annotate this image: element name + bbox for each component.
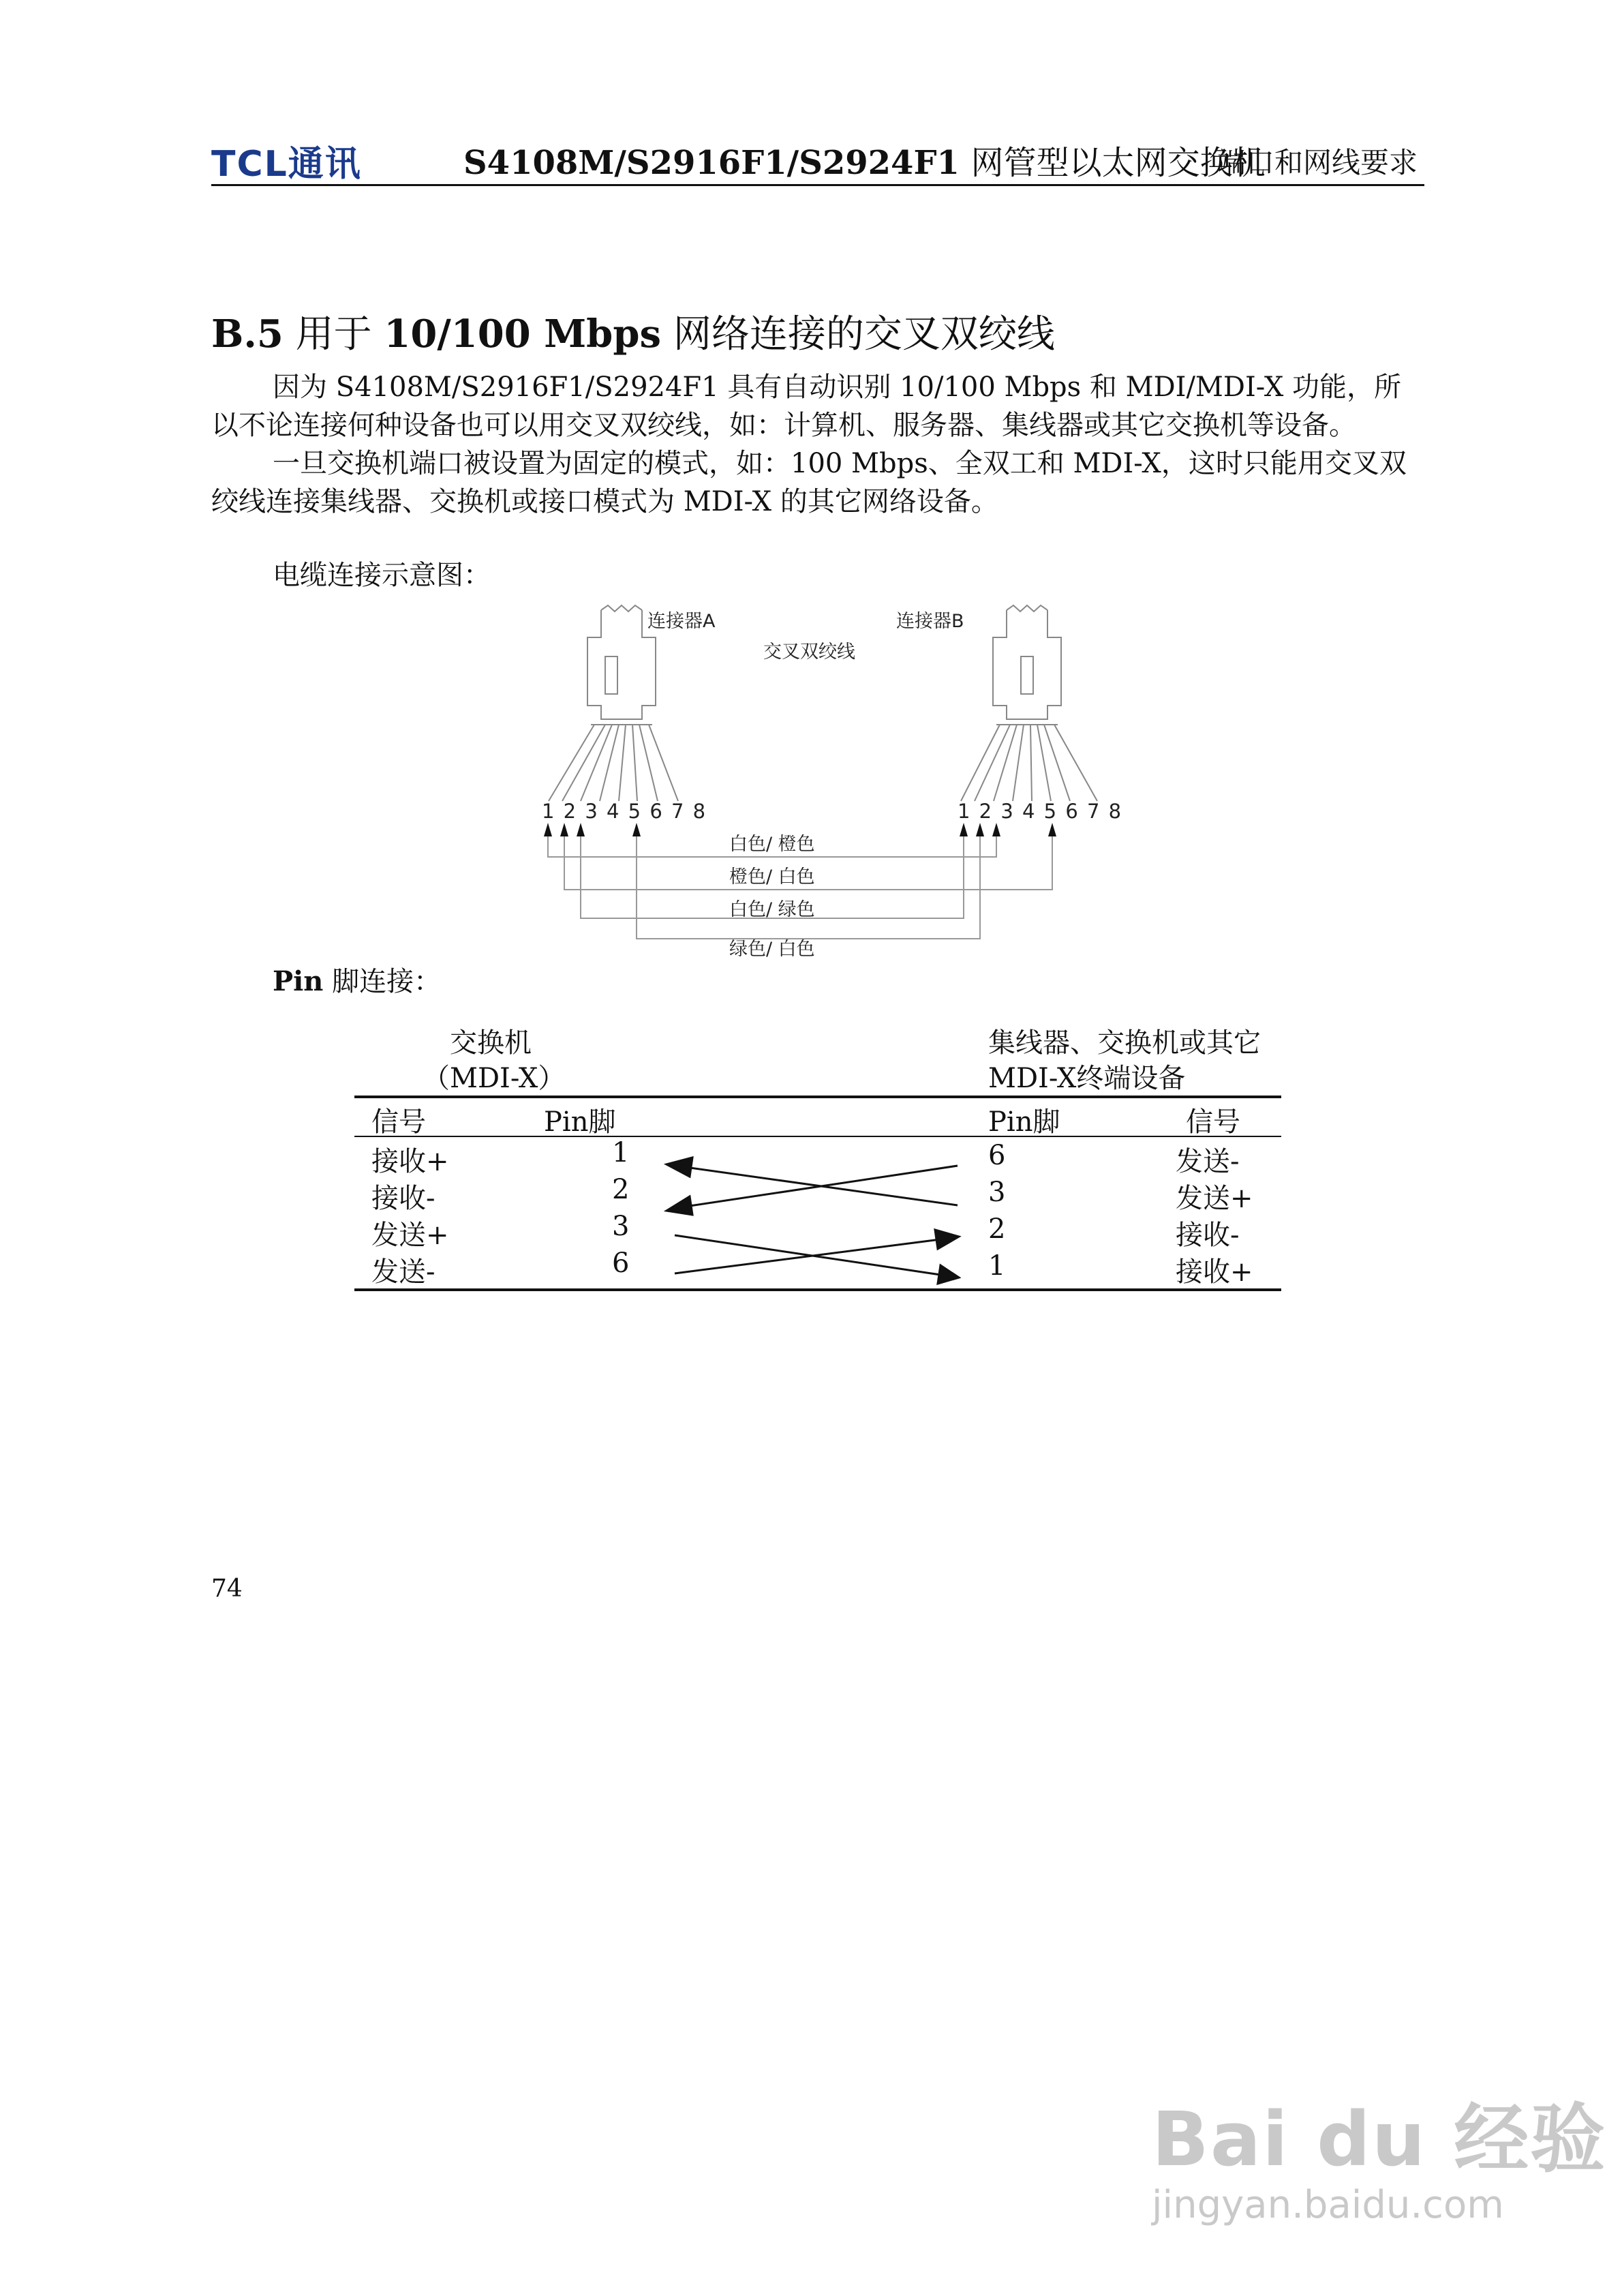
wire-label-4: 绿色/ 白色 bbox=[729, 939, 815, 958]
section-title-pre: 用于 bbox=[295, 312, 372, 357]
product-name: 网管型以太网交换机 bbox=[970, 144, 1266, 182]
cable-diagram-label: 电缆连接示意图： bbox=[273, 560, 491, 591]
connector-b-fan bbox=[961, 725, 1097, 801]
hub-mode-label: MDI-X终端设备 bbox=[988, 1063, 1186, 1094]
col-header-pin-right: Pin脚 bbox=[988, 1106, 1060, 1138]
chapter-title: 端口和网线要求 bbox=[1216, 146, 1418, 179]
table-row-4-pin-right: 1 bbox=[988, 1250, 1006, 1282]
pin-label-bold: Pin bbox=[273, 965, 324, 997]
section-title-speed: 10/100 Mbps bbox=[384, 312, 662, 357]
switch-device-label: 交换机 bbox=[450, 1027, 532, 1059]
watermark-url: jingyan.baidu.com bbox=[1152, 2183, 1504, 2227]
hub-device-label: 集线器、交换机或其它 bbox=[988, 1027, 1261, 1059]
baidu-watermark bbox=[1152, 2079, 1606, 2227]
connector-b-label: 连接器B bbox=[896, 611, 964, 632]
table-row-2-signal-right: 发送+ bbox=[1176, 1183, 1253, 1214]
table-row-2-signal-left: 接收- bbox=[371, 1183, 435, 1214]
document-title bbox=[463, 136, 1266, 183]
connector-a-body bbox=[587, 605, 656, 725]
header-rule bbox=[211, 184, 1424, 186]
model-number: S4108M/S2916F1/S2924F1 bbox=[463, 144, 960, 182]
table-row-1-pin-left: 1 bbox=[612, 1137, 630, 1168]
wire-label-1: 白色/ 橙色 bbox=[729, 834, 815, 855]
paragraph-fixed-mode: 一旦交换机端口被设置为固定的模式，如：100 Mbps、全双工和 MDI-X，这时只能用交叉双绞线连接集线器、交换机或接口模式为 MDI-X 的其它网络设备。 bbox=[211, 448, 1407, 517]
pin-crossover-arrows bbox=[354, 1091, 1281, 1288]
table-row-4-pin-left: 6 bbox=[612, 1248, 630, 1279]
switch-mode-label: （MDI-X） bbox=[423, 1063, 566, 1094]
connector-b-pin-numbers: 1 2 3 4 5 6 7 8 bbox=[958, 800, 1123, 823]
table-row-3-pin-right: 2 bbox=[988, 1213, 1006, 1245]
connector-a-label: 连接器A bbox=[647, 611, 716, 632]
table-row-3-signal-left: 发送+ bbox=[371, 1220, 449, 1251]
table-row-1-pin-right: 6 bbox=[988, 1140, 1006, 1171]
table-row-2-pin-right: 3 bbox=[988, 1177, 1006, 1208]
col-header-signal-right: 信号 bbox=[1186, 1106, 1240, 1138]
table-row-3-signal-right: 接收- bbox=[1176, 1220, 1240, 1251]
connector-a-pin-numbers: 1 2 3 4 5 6 7 8 bbox=[542, 800, 707, 823]
table-row-1-signal-left: 接收+ bbox=[371, 1146, 449, 1177]
col-header-pin-left: Pin脚 bbox=[544, 1106, 616, 1138]
table-row-2-pin-left: 2 bbox=[612, 1174, 630, 1205]
section-heading bbox=[211, 304, 1055, 359]
table-row-1-signal-right: 发送- bbox=[1176, 1146, 1240, 1177]
paragraph-auto-detect: 因为 S4108M/S2916F1/S2924F1 具有自动识别 10/100 Mbps 和 MDI/MDI-X 功能，所以不论连接何种设备也可以用交叉双绞线，如：计算机、服务器、集线器或其它交换机等设备。 bbox=[211, 372, 1402, 441]
table-row-4-signal-right: 接收+ bbox=[1176, 1256, 1253, 1288]
col-header-signal-left: 信号 bbox=[371, 1106, 426, 1138]
connector-a-fan bbox=[549, 725, 678, 801]
table-row-4-signal-left: 发送- bbox=[371, 1256, 435, 1288]
watermark-logo-text: Bai du 经验 bbox=[1152, 2096, 1607, 2183]
table-bottom-rule bbox=[354, 1288, 1281, 1291]
connector-b-body bbox=[993, 605, 1061, 725]
page-number: 74 bbox=[211, 1575, 243, 1603]
cable-name-label: 交叉双绞线 bbox=[763, 641, 855, 663]
cable-diagram bbox=[525, 603, 1138, 958]
table-row-3-pin-left: 3 bbox=[612, 1211, 630, 1242]
section-number: B.5 bbox=[211, 312, 284, 357]
wire-label-3: 白色/ 绿色 bbox=[729, 899, 815, 920]
wire-label-2: 橙色/ 白色 bbox=[729, 866, 815, 888]
pin-connection-label bbox=[273, 960, 441, 999]
section-title-post: 网络连接的交叉双绞线 bbox=[673, 312, 1055, 357]
tcl-logo: TCL通讯 bbox=[211, 144, 362, 185]
pin-label-rest: 脚连接： bbox=[323, 966, 442, 997]
